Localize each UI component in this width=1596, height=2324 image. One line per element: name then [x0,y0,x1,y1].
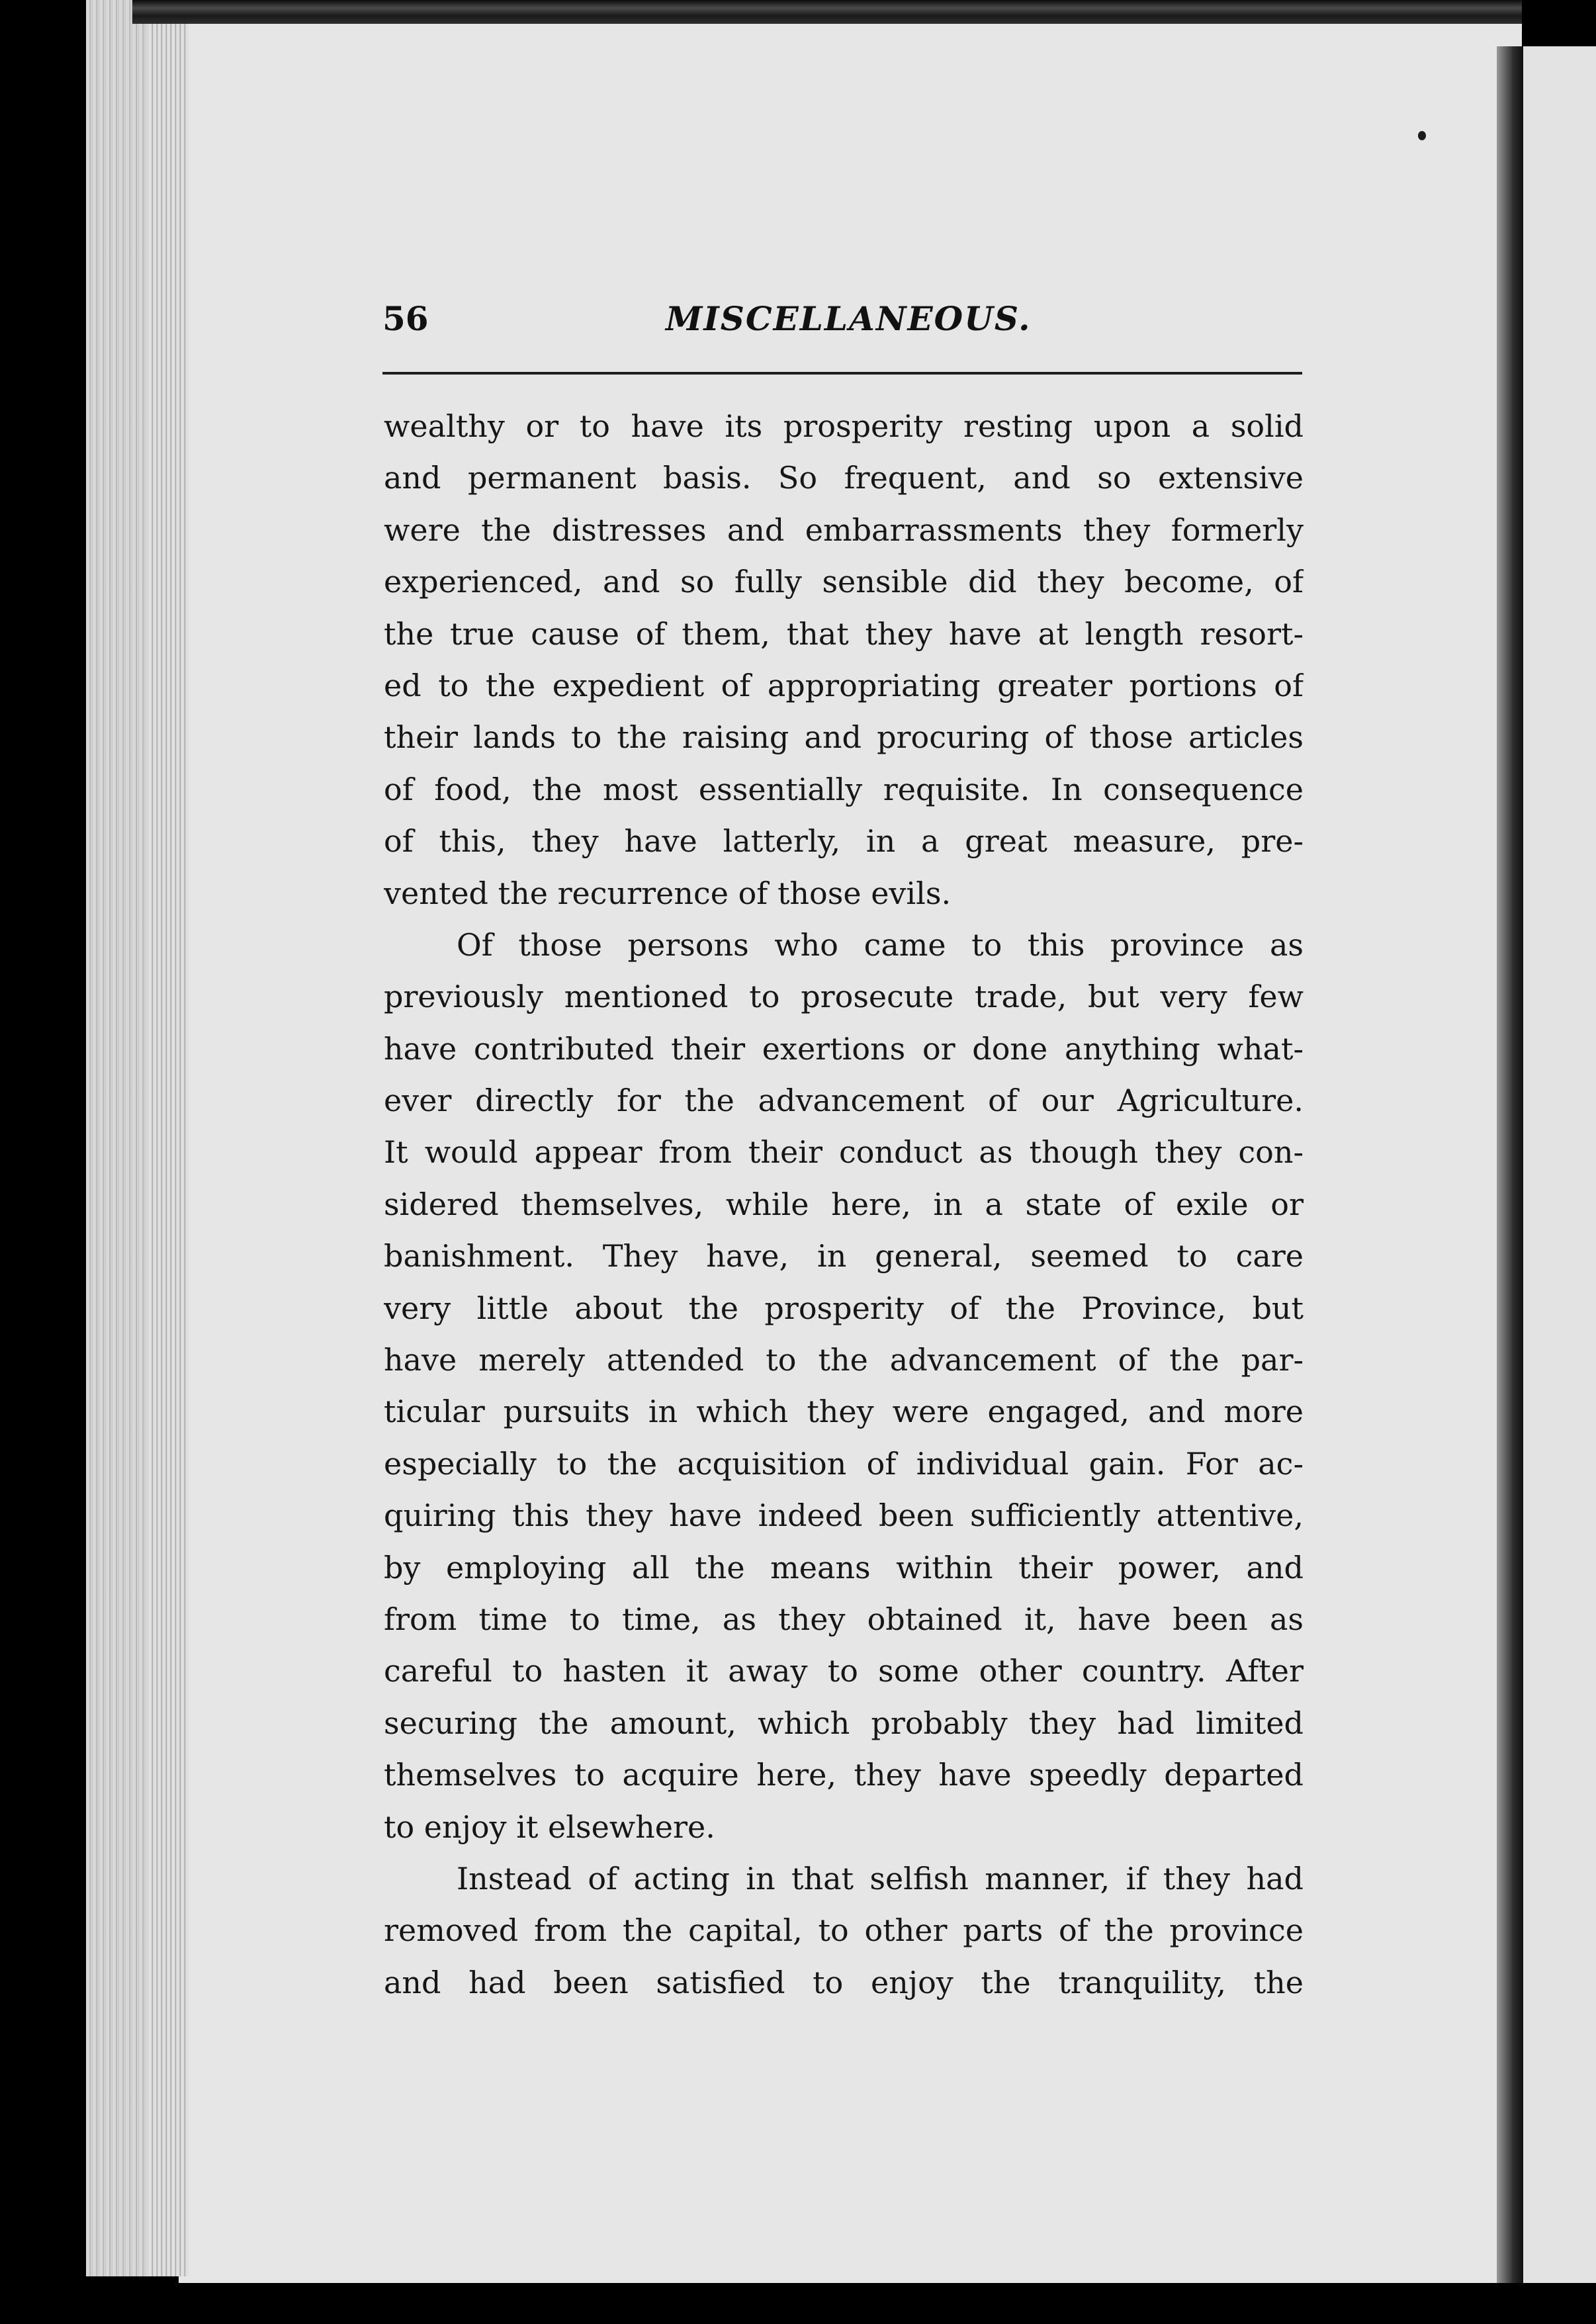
text-line: securing the amount, which probably they had limited [384,1705,1304,1741]
text-line: of food, the most essentially requisite. In consequence [384,771,1304,807]
text-line: banishment. They have, in general, seemed to care [384,1238,1304,1274]
page-edges-inner [149,0,189,2276]
running-title: MISCELLANEOUS. [666,299,1032,338]
header-rule [382,372,1302,375]
text-line: removed from the capital, to other parts of the province [384,1912,1304,1949]
text-line: careful to hasten it away to some other country. After [384,1653,1304,1689]
text-line: of this, they have latterly, in a great measure, pre- [384,823,1304,860]
paragraph-1 [384,400,1304,919]
text-line: quiring this they have indeed been sufficiently attentive, [384,1497,1304,1534]
text-line: have contributed their exertions or done anything what- [384,1030,1304,1067]
text-line: themselves to acquire here, they have speedly departed [384,1757,1304,1793]
text-line: to enjoy it elsewhere. [384,1809,715,1845]
text-line: and permanent basis. So frequent, and so extensive [384,460,1304,496]
text-line: the true cause of them, that they have at length resort- [384,615,1304,652]
paragraph-3 [384,1853,1304,2008]
top-book-edge [132,0,1522,24]
gutter-shadow [1497,46,1523,2323]
text-line: It would appear from their conduct as though they con- [384,1134,1304,1171]
ink-speck [1418,131,1426,140]
text-line: have merely attended to the advancement of the par- [384,1342,1304,1378]
text-line: especially to the acquisition of individual gain. For ac- [384,1445,1304,1482]
text-line: from time to time, as they obtained it, have been as [384,1601,1304,1637]
bottom-edge [0,2283,1596,2324]
text-line: and had been satisfied to enjoy the tranquility, the [384,1964,1304,2000]
page-number: 56 [382,299,429,338]
text-line: by employing all the means within their power, and [384,1549,1304,1586]
text-line: sidered themselves, while here, in a state of exile or [384,1186,1304,1222]
text-line: were the distresses and embarrassments they formerly [384,512,1304,548]
text-line: Of those persons who came to this province as [457,926,1304,963]
text-line: experienced, and so fully sensible did they become, of [384,564,1304,600]
text-line: their lands to the raising and procuring of those articles [384,719,1304,756]
next-leaf-edge [1522,46,1596,2316]
text-line: wealthy or to have its prosperity resting upon a solid [384,408,1304,444]
text-line: ticular pursuits in which they were engaged, and more [384,1394,1304,1430]
text-line: vented the recurrence of those evils. [384,875,952,911]
text-line: previously mentioned to prosecute trade, but very few [384,979,1304,1015]
body-text [384,400,1304,2008]
running-head [382,299,1309,345]
text-line: Instead of acting in that selfish manner, if they had [457,1860,1304,1897]
text-line: ed to the expedient of appropriating greater portions of [384,667,1304,703]
paragraph-2 [384,919,1304,1853]
text-line: ever directly for the advancement of our Agriculture. [384,1083,1304,1119]
text-line: very little about the prosperity of the Province, but [384,1290,1304,1326]
